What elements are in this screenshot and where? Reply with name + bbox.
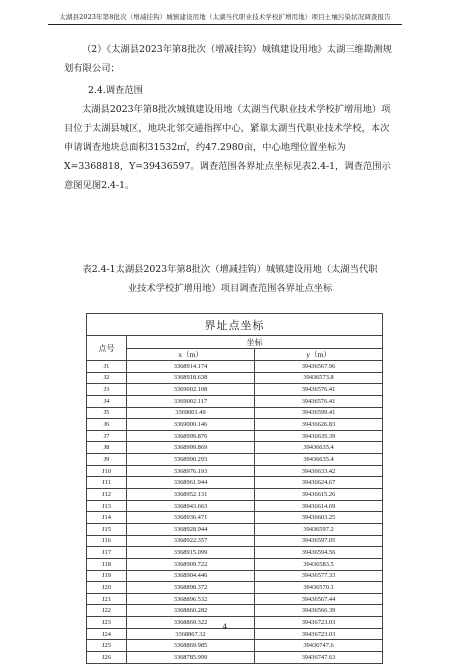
header-point: 点号: [87, 336, 127, 361]
x-coordinate-cell: 3368999.876: [127, 430, 255, 442]
x-coordinate-cell: 3368928.944: [127, 523, 255, 535]
point-id-cell: J11: [87, 477, 127, 489]
y-coordinate-cell: 39436597.2: [255, 523, 383, 535]
point-id-cell: J3: [87, 384, 127, 396]
point-id-cell: J17: [87, 547, 127, 559]
y-coordinate-cell: 39436573.8: [255, 372, 383, 384]
point-id-cell: J15: [87, 523, 127, 535]
table-row: [87, 465, 383, 477]
x-coordinate-cell: 3368869.985: [127, 640, 255, 652]
y-coordinate-cell: 39436567.44: [255, 593, 383, 605]
y-coordinate-cell: 39436747.63: [255, 652, 383, 664]
running-header: 太湖县2023年第8批次（增减挂钩）城镇建设用地（太湖当代职业技术学校扩增用地）项目土壤污染状况调查报告: [48, 12, 402, 25]
point-id-cell: J5: [87, 407, 127, 419]
y-coordinate-cell: 39436583.5: [255, 558, 383, 570]
x-coordinate-cell: 3368990.293: [127, 454, 255, 466]
table-row: [87, 570, 383, 582]
x-coordinate-cell: 3368896.532: [127, 593, 255, 605]
table-row: [87, 652, 383, 664]
x-coordinate-cell: 3368869.322: [127, 617, 255, 629]
table-row: [87, 372, 383, 384]
x-coordinate-cell: 3368898.372: [127, 582, 255, 594]
table-row: [87, 640, 383, 652]
point-id-cell: J4: [87, 395, 127, 407]
table-row: [87, 593, 383, 605]
table-row: [87, 419, 383, 431]
x-coordinate-cell: 3368867.32: [127, 628, 255, 640]
x-coordinate-cell: 3368915.099: [127, 547, 255, 559]
y-coordinate-cell: 39436633.42: [255, 465, 383, 477]
table-row: [87, 605, 383, 617]
page-number: 4: [222, 622, 228, 631]
point-id-cell: J21: [87, 593, 127, 605]
x-coordinate-cell: 3368922.357: [127, 535, 255, 547]
x-coordinate-cell: 3368999.869: [127, 442, 255, 454]
point-id-cell: J14: [87, 512, 127, 524]
boundary-coordinates-table: [86, 313, 383, 664]
x-coordinate-cell: 3368961.944: [127, 477, 255, 489]
table-row: [87, 500, 383, 512]
x-coordinate-cell: 3368909.722: [127, 558, 255, 570]
x-coordinate-cell: 3369001.49: [127, 407, 255, 419]
x-coordinate-cell: 3369002.108: [127, 384, 255, 396]
table-title: 界址点坐标: [87, 314, 383, 336]
y-coordinate-cell: 39436635.4: [255, 442, 383, 454]
table-row: [87, 582, 383, 594]
point-id-cell: J8: [87, 442, 127, 454]
x-coordinate-cell: 3369000.146: [127, 419, 255, 431]
point-id-cell: J10: [87, 465, 127, 477]
table-row: [87, 361, 383, 373]
y-coordinate-cell: 39436576.41: [255, 395, 383, 407]
y-coordinate-cell: 39436577.33: [255, 570, 383, 582]
point-id-cell: J2: [87, 372, 127, 384]
section-heading: 2.4.调查范围: [88, 85, 143, 96]
reference-item-2: [64, 40, 392, 78]
table-caption: 表2.4-1太湖县2023年第8批次（增减挂钩）城镇建设用地（太湖当代职业技术学校扩增用地）项目调查范围各界址点坐标: [82, 264, 378, 294]
point-id-cell: J19: [87, 570, 127, 582]
point-id-cell: J1: [87, 361, 127, 373]
x-coordinate-cell: 3368860.282: [127, 605, 255, 617]
y-coordinate-cell: 39436747.6: [255, 640, 383, 652]
x-coordinate-cell: 3369002.117: [127, 395, 255, 407]
point-id-cell: J20: [87, 582, 127, 594]
x-coordinate-cell: 3368904.446: [127, 570, 255, 582]
point-id-cell: J23: [87, 617, 127, 629]
point-id-cell: J12: [87, 489, 127, 501]
point-id-cell: J7: [87, 430, 127, 442]
table-row: [87, 477, 383, 489]
y-coordinate-cell: 39436723.03: [255, 617, 383, 629]
table-row: [87, 430, 383, 442]
header-y: y（m）: [255, 349, 383, 361]
table-row: [87, 454, 383, 466]
x-coordinate-cell: 3368952.131: [127, 489, 255, 501]
x-coordinate-cell: 3368785.999: [127, 652, 255, 664]
x-coordinate-cell: 3368943.663: [127, 500, 255, 512]
y-coordinate-cell: 39436594.56: [255, 547, 383, 559]
table-row: [87, 558, 383, 570]
header-x: x（m）: [127, 349, 255, 361]
scope-text: 太湖县2023年第8批次城镇建设用地（太湖当代职业技术学校扩增用地）项目位于太湖县城区，地块北邻交通指挥中心，紧靠太湖当代职业技术学校，本次申请调查地块总面积31532㎡，约47.2980亩，中心地理位置坐标为X=3368818，Y=39436597。调查范围各界址点坐标见表2.4-1，调查范围示意图见图2.4-1。: [64, 104, 391, 191]
y-coordinate-cell: 39436597.05: [255, 535, 383, 547]
x-coordinate-cell: 3368914.174: [127, 361, 255, 373]
x-coordinate-cell: 3368936.471: [127, 512, 255, 524]
y-coordinate-cell: 39436614.69: [255, 500, 383, 512]
y-coordinate-cell: 39436576.41: [255, 384, 383, 396]
table-row: [87, 535, 383, 547]
table-row: [87, 523, 383, 535]
y-coordinate-cell: 39436566.39: [255, 605, 383, 617]
header-coordinate: 坐标: [127, 336, 383, 349]
table-body: [87, 361, 383, 664]
y-coordinate-cell: 39436626.83: [255, 419, 383, 431]
table-row: [87, 547, 383, 559]
point-id-cell: J13: [87, 500, 127, 512]
point-id-cell: J9: [87, 454, 127, 466]
point-id-cell: J16: [87, 535, 127, 547]
point-id-cell: J6: [87, 419, 127, 431]
table-row: [87, 512, 383, 524]
y-coordinate-cell: 39436723.03: [255, 628, 383, 640]
y-coordinate-cell: 39436603.25: [255, 512, 383, 524]
x-coordinate-cell: 3368976.193: [127, 465, 255, 477]
scope-paragraph: [64, 100, 392, 195]
y-coordinate-cell: 39436635.4: [255, 454, 383, 466]
x-coordinate-cell: 3368918.638: [127, 372, 255, 384]
reference-text: （2）《太湖县2023年第8批次（增减挂钩）城镇建设用地》太湖三维勘测规划有限公司；: [64, 44, 392, 74]
y-coordinate-cell: 39436624.67: [255, 477, 383, 489]
y-coordinate-cell: 39436567.96: [255, 361, 383, 373]
y-coordinate-cell: 39436570.1: [255, 582, 383, 594]
y-coordinate-cell: 39436599.41: [255, 407, 383, 419]
table-row: [87, 442, 383, 454]
table-row: [87, 395, 383, 407]
table-row: [87, 407, 383, 419]
y-coordinate-cell: 39436635.39: [255, 430, 383, 442]
point-id-cell: J18: [87, 558, 127, 570]
point-id-cell: J24: [87, 628, 127, 640]
point-id-cell: J22: [87, 605, 127, 617]
y-coordinate-cell: 39436615.26: [255, 489, 383, 501]
point-id-cell: J26: [87, 652, 127, 664]
table-row: [87, 489, 383, 501]
table-row: [87, 384, 383, 396]
point-id-cell: J25: [87, 640, 127, 652]
